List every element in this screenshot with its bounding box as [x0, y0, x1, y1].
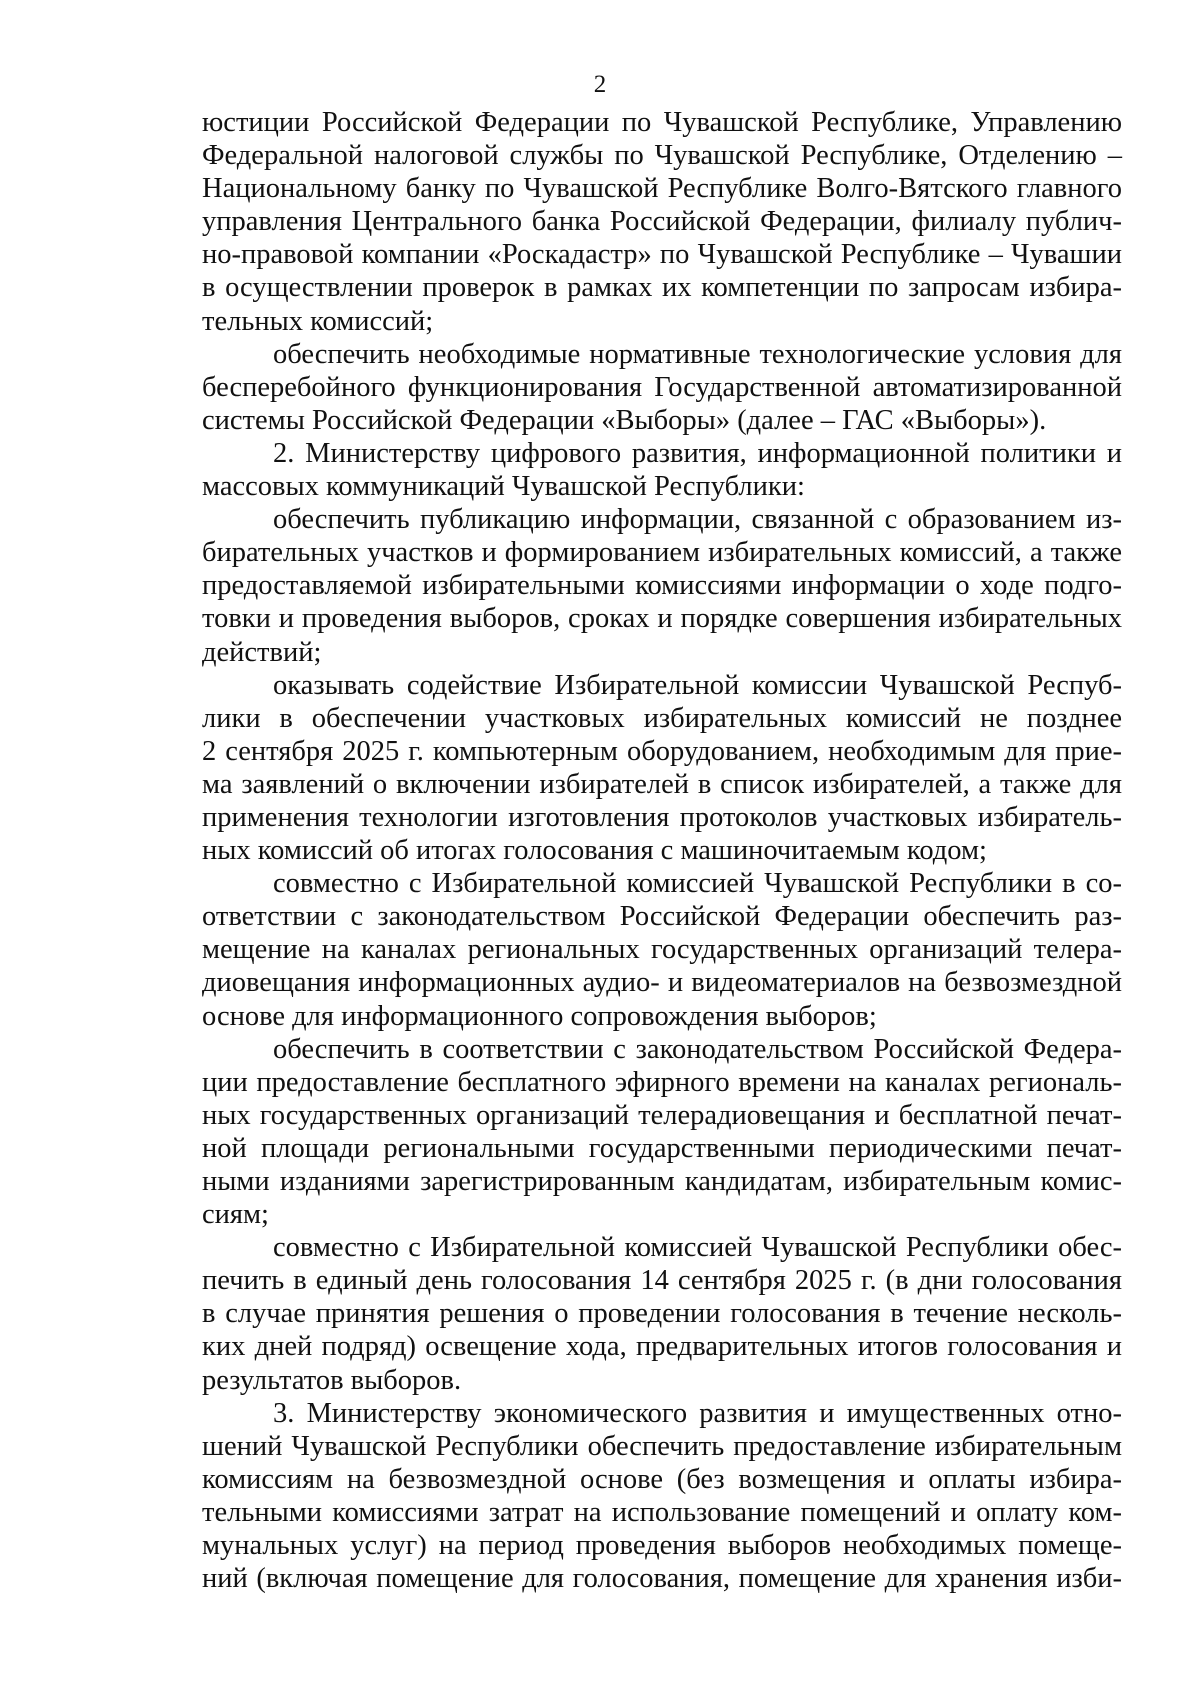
text-line: 2 сентября 2025 г. компьютерным оборудованием, необходимым для прие-	[202, 735, 1122, 767]
text-line: результатов выборов.	[202, 1364, 462, 1396]
text-line: комиссиям на безвозмездной основе (без возмещения и оплаты избира-	[202, 1463, 1122, 1495]
text-line: но-правовой компании «Роскадастр» по Чувашской Республике – Чувашии	[202, 239, 1122, 271]
text-line: шений Чувашской Республики обеспечить предоставление избирательным	[202, 1430, 1122, 1462]
text-line: сиям;	[202, 1199, 269, 1231]
text-line: совместно с Избирательной комиссией Чувашской Республики обес-	[273, 1232, 1122, 1264]
text-line: ции предоставление бесплатного эфирного времени на каналах региональ-	[202, 1066, 1122, 1098]
text-line: обеспечить публикацию информации, связанной с образованием из-	[273, 504, 1122, 536]
text-line: мунальных услуг) на период проведения выборов необходимых помеще-	[202, 1530, 1122, 1562]
text-line: ных государственных организаций телерадиовещания и бесплатной печат-	[202, 1099, 1122, 1131]
text-line: Национальному банку по Чувашской Республике Волго-Вятского главного	[202, 173, 1122, 205]
text-line: диовещания информационных аудио- и видеоматериалов на безвозмездной	[202, 967, 1122, 999]
document-body	[202, 106, 1122, 1595]
text-line: системы Российской Федерации «Выборы» (далее – ГАС «Выборы»).	[202, 404, 1047, 436]
text-line: совместно с Избирательной комиссией Чувашской Республики в со-	[273, 868, 1122, 900]
text-line: в осуществлении проверок в рамках их компетенции по запросам избира-	[202, 272, 1122, 304]
text-line: 2. Министерству цифрового развития, информационной политики и	[273, 437, 1122, 469]
text-line: тельных комиссий;	[202, 305, 434, 337]
text-line: ма заявлений о включении избирателей в список избирателей, а также для	[202, 768, 1122, 800]
text-line: обеспечить необходимые нормативные технологические условия для	[273, 338, 1122, 370]
text-line: ными изданиями зарегистрированным кандидатам, избирательным комис-	[202, 1166, 1122, 1197]
text-line: мещение на каналах региональных государственных организаций телера-	[202, 934, 1122, 966]
text-line: массовых коммуникаций Чувашской Республики:	[202, 471, 805, 503]
text-line: обеспечить в соответствии с законодательством Российской Федера-	[273, 1033, 1122, 1065]
text-line: лики в обеспечении участковых избирательных комиссий не позднее	[202, 702, 1122, 734]
text-line: основе для информационного сопровождения выборов;	[202, 1000, 877, 1032]
text-line: управления Центрального банка Российской Федерации, филиалу публич-	[202, 206, 1122, 238]
text-line: в случае принятия решения о проведении голосования в течение несколь-	[202, 1298, 1122, 1330]
text-line: бесперебойного функционирования Государственной автоматизированной	[202, 371, 1122, 403]
text-line: юстиции Российской Федерации по Чувашской Республике, Управлению	[202, 107, 1122, 138]
text-line: ний (включая помещение для голосования, помещение для хранения изби-	[202, 1563, 1122, 1595]
text-line: предоставляемой избирательными комиссиями информации о ходе подго-	[202, 570, 1122, 602]
text-line: тельными комиссиями затрат на использование помещений и оплату ком-	[202, 1496, 1122, 1528]
text-line: печить в единый день голосования 14 сентября 2025 г. (в дни голосования	[202, 1265, 1122, 1297]
text-line: ответствии с законодательством Российской Федерации обеспечить раз-	[202, 901, 1122, 933]
text-line: ных комиссий об итогах голосования с машиночитаемым кодом;	[202, 835, 987, 867]
text-line: Федеральной налоговой службы по Чувашской Республике, Отделению –	[202, 140, 1122, 172]
text-line: действий;	[202, 636, 322, 668]
text-line: применения технологии изготовления протоколов участковых избиратель-	[202, 801, 1122, 833]
text-line: ких дней подряд) освещение хода, предварительных итогов голосования и	[202, 1331, 1122, 1363]
text-line: товки и проведения выборов, сроках и порядке совершения избирательных	[202, 603, 1122, 635]
text-line: бирательных участков и формированием избирательных комиссий, а также	[202, 537, 1122, 569]
text-line: оказывать содействие Избирательной комиссии Чувашской Респуб-	[273, 669, 1122, 701]
text-line: ной площади региональными государственными периодическими печат-	[202, 1132, 1122, 1164]
page-number: 2	[593, 71, 607, 98]
text-line: 3. Министерству экономического развития и имущественных отно-	[273, 1397, 1122, 1429]
